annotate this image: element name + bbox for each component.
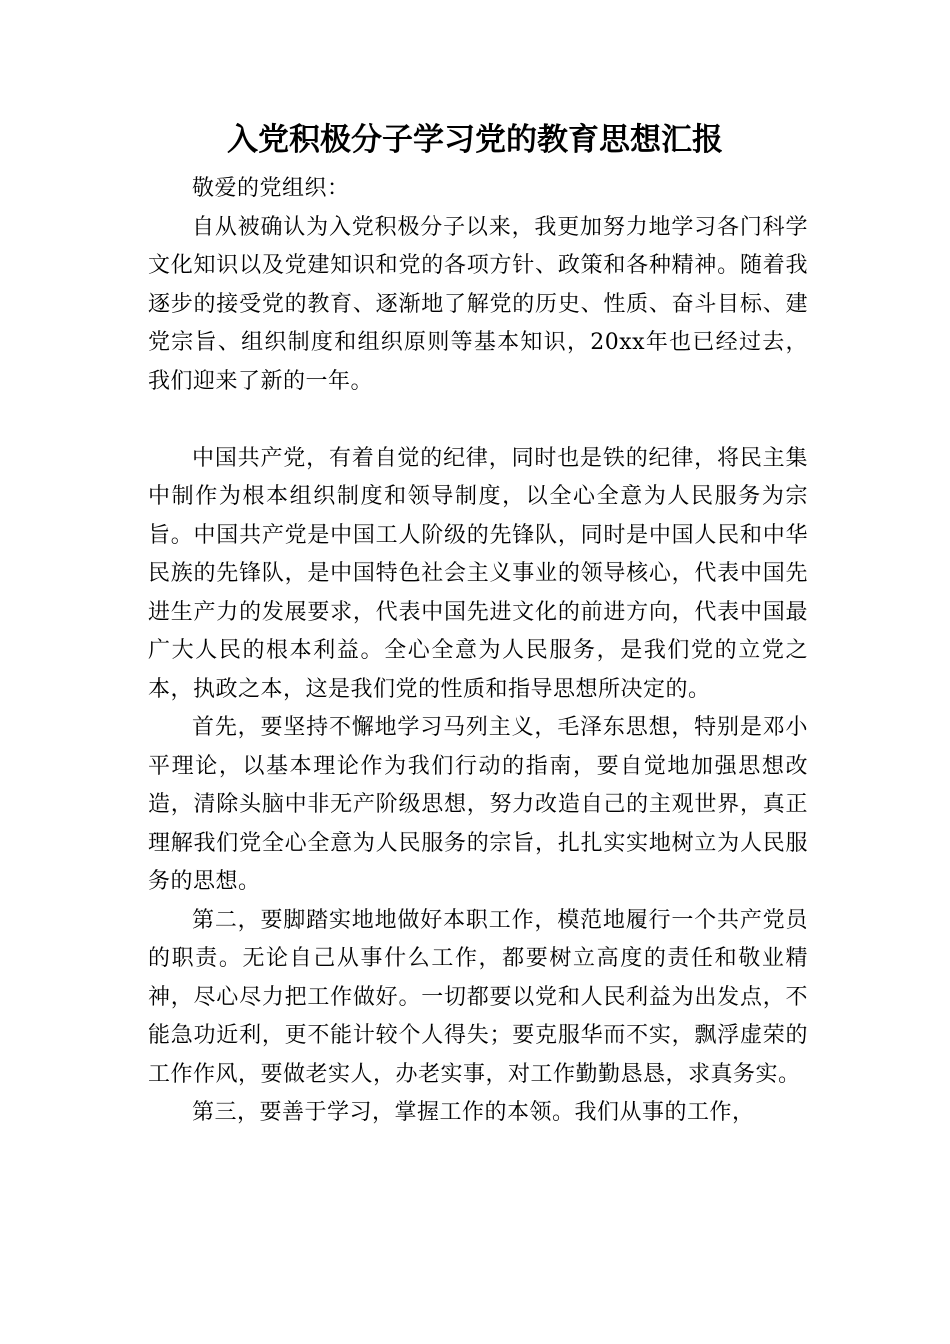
paragraph-first-point: 首先，要坚持不懈地学习马列主义，毛泽东思想，特别是邓小平理论，以基本理论作为我们行动的指南，要自觉地加强思想改造，清除头脑中非无产阶级思想，努力改造自己的主观世界，真正理解我们党全心全意为人民服务的宗旨，扎扎实实地树立为人民服务的思想。	[148, 715, 808, 894]
salutation: 敬爱的党组织：	[192, 176, 350, 201]
document-title: 入党积极分子学习党的教育思想汇报	[227, 122, 723, 158]
paragraph-party-nature: 中国共产党，有着自觉的纪律，同时也是铁的纪律，将民主集中制作为根本组织制度和领导制度，以全心全意为人民服务为宗旨。中国共产党是中国工人阶级的先锋队，同时是中国人民和中华民族的先锋队，是中国特色社会主义事业的领导核心，代表中国先进生产力的发展要求，代表中国先进文化的前进方向，代表中国最广大人民的根本利益。全心全意为人民服务，是我们党的立党之本，执政之本，这是我们党的性质和指导思想所决定的。	[148, 445, 808, 702]
paragraph-second-point: 第二，要脚踏实地地做好本职工作，模范地履行一个共产党员的职责。无论自己从事什么工作，都要树立高度的责任和敬业精神，尽心尽力把工作做好。一切都要以党和人民利益为出发点，不能急功近利，更不能计较个人得失；要克服华而不实，飘浮虚荣的工作作风，要做老实人，办老实事，对工作勤勤恳恳，求真务实。	[148, 907, 808, 1087]
paragraph-third-point: 第三，要善于学习，掌握工作的本领。我们从事的工作，	[192, 1100, 755, 1125]
paragraph-intro: 自从被确认为入党积极分子以来，我更加努力地学习各门科学文化知识以及党建知识和党的各项方针、政策和各种精神。随着我逐步的接受党的教育、逐渐地了解党的历史、性质、奋斗目标、建党宗旨、组织制度和组织原则等基本知识，20xx年也已经过去，我们迎来了新的一年。	[148, 214, 808, 394]
document-body	[148, 170, 808, 1133]
blank-line	[148, 401, 808, 440]
